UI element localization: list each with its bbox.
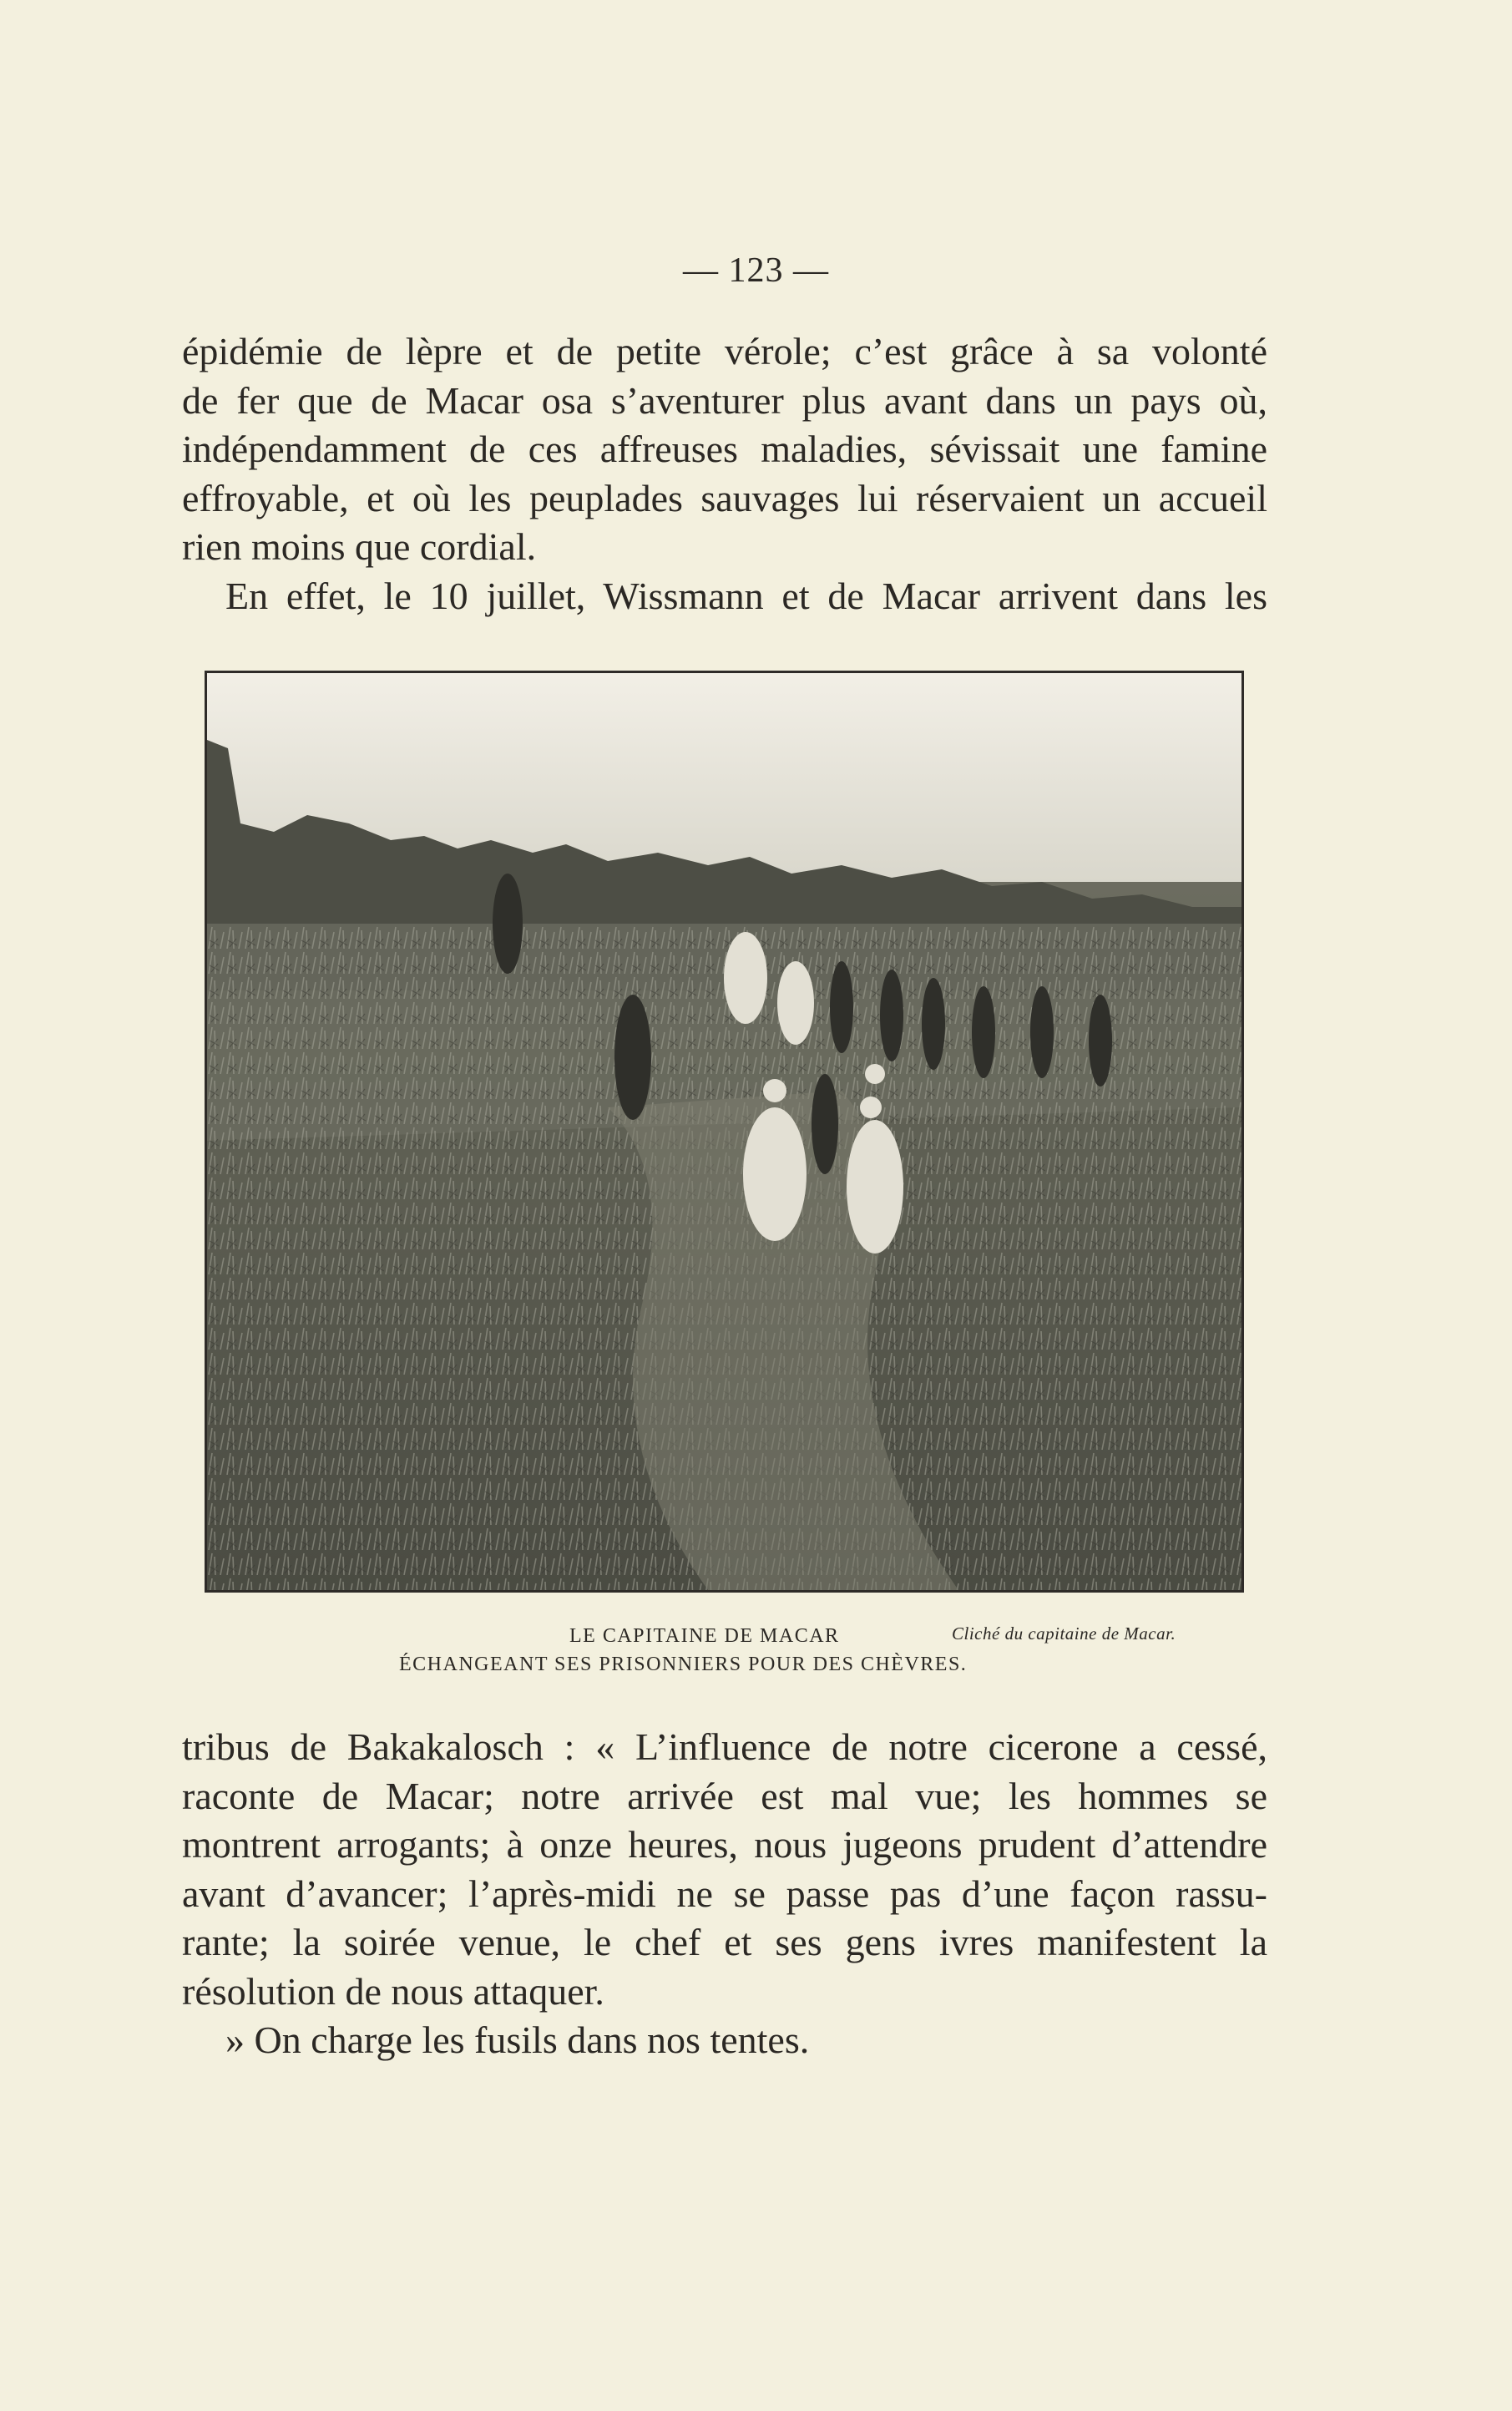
photo-credit: Cliché du capitaine de Macar. [952, 1623, 1176, 1644]
text-line: raconte de Macar; notre arrivée est mal vue; les hommes se [182, 1774, 1267, 1817]
text-line: résolution de nous attaquer. [182, 1969, 604, 2013]
figure-caption-line1: LE CAPITAINE DE MACAR [569, 1625, 840, 1647]
text-line: de fer que de Macar osa s’aventurer plus avant dans un pays où, [182, 378, 1267, 422]
photograph [205, 671, 1244, 1593]
figure-caption-line2: ÉCHANGEANT SES PRISONNIERS POUR DES CHÈVRES. [399, 1654, 968, 1675]
page-number: — 123 — [683, 251, 829, 290]
text-line: rante; la soirée venue, le chef et ses gens ivres manifestent la [182, 1921, 1267, 1963]
text-line: tribus de Bakakalosch : « L’influence de notre cicerone a cessé, [182, 1725, 1267, 1768]
text-line: rien moins que cordial. [182, 525, 537, 568]
text-line: montrent arrogants; à onze heures, nous jugeons prudent d’attendre [182, 1823, 1267, 1866]
paragraph-bottom [182, 1723, 1267, 2065]
text-line: indépendamment de ces affreuses maladies, sévissait une famine [182, 428, 1267, 470]
text-line: avant d’avancer; l’après-midi ne se passe pas d’une façon rassu- [182, 1872, 1267, 1915]
text-line: » On charge les fusils dans nos tentes. [225, 2018, 810, 2061]
text-line: épidémie de lèpre et de petite vérole; c’est grâce à sa volonté [182, 330, 1267, 372]
paragraph-top [182, 327, 1267, 620]
text-line: effroyable, et où les peuplades sauvages lui réservaient un accueil [182, 476, 1267, 519]
text-line: En effet, le 10 juillet, Wissmann et de Macar arrivent dans les [225, 574, 1267, 617]
